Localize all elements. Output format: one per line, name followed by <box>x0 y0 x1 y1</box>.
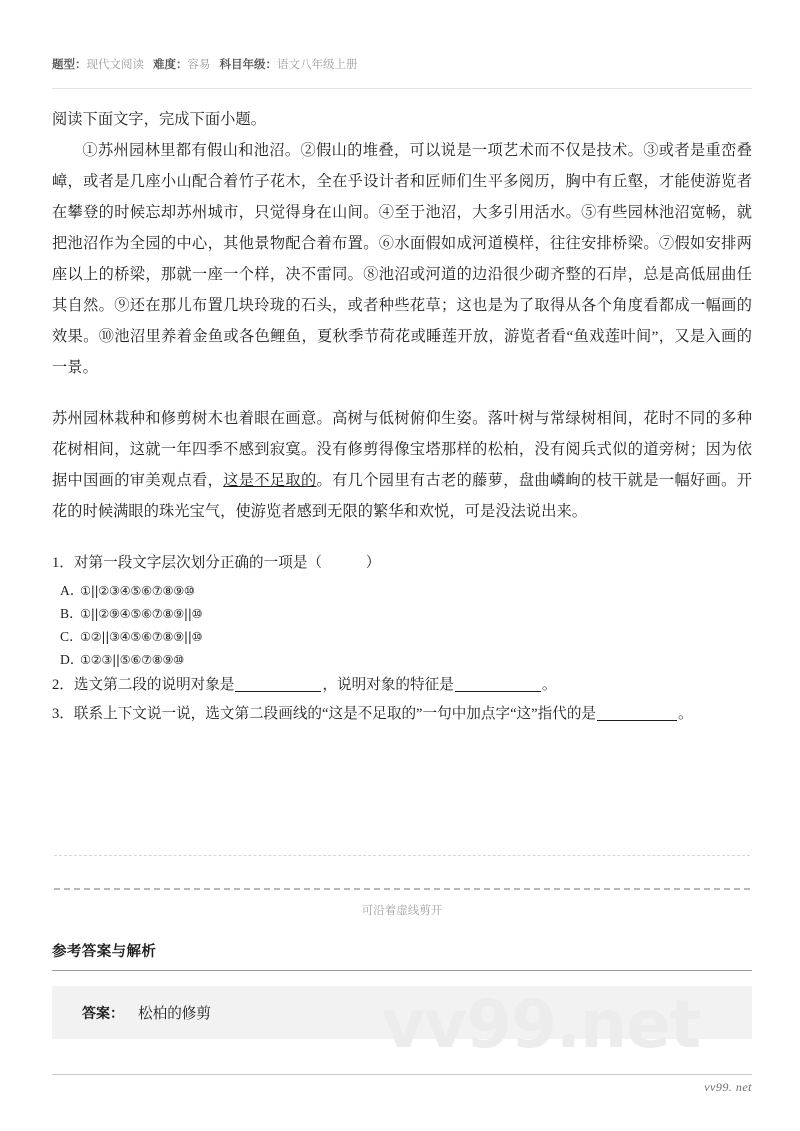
cut-line-label: 可沿着虚线剪开 <box>361 905 443 917</box>
option-b[interactable] <box>52 602 752 625</box>
option-c-content: ①②||③④⑤⑥⑦⑧⑨||⑩ <box>80 629 203 644</box>
reading-instruction: 阅读下面文字，完成下面小题。 <box>52 111 267 128</box>
option-d[interactable] <box>52 648 752 671</box>
question-2-number: 2． <box>52 677 74 693</box>
question-2 <box>52 671 752 700</box>
answers-section <box>52 940 752 1039</box>
question-2-blank-2[interactable] <box>455 691 541 692</box>
option-a-letter: A． <box>60 583 84 598</box>
question-2-part-3: 。 <box>541 677 557 693</box>
question-1 <box>52 549 752 578</box>
passage2-underlined-phrase: 这是不足取的 <box>223 472 317 489</box>
question-3-number: 3． <box>52 706 74 722</box>
question-2-part-2: ，说明对象的特征是 <box>322 677 454 693</box>
option-a[interactable] <box>52 579 752 602</box>
answers-divider <box>52 970 752 971</box>
option-d-letter: D． <box>60 652 84 667</box>
question-3-part-1: 联系上下文说一说，选文第二段画线的“这是不足取的”一句中加点字“这”指代的是 <box>73 706 597 722</box>
option-c-letter: C． <box>60 629 83 644</box>
dashed-line-dark <box>54 888 750 890</box>
main-content <box>52 104 752 729</box>
option-a-content: ①||②③④⑤⑥⑦⑧⑨⑩ <box>80 583 195 598</box>
question-1-options <box>52 579 752 671</box>
answer-row-box <box>52 986 752 1039</box>
question-3-blank-1[interactable] <box>597 720 677 721</box>
header-divider <box>52 88 752 89</box>
answer-value: 松柏的修剪 <box>138 1006 211 1022</box>
subject-grade-label: 科目年级： <box>219 59 277 71</box>
header-meta <box>52 57 752 73</box>
option-c[interactable] <box>52 625 752 648</box>
option-b-letter: B． <box>60 606 83 621</box>
passage2-part-a: 苏州园林栽种和修剪树木也着眼在画意。高树与低树俯仰生姿。落叶树与常绿树相间，花时不同的多种花树相间，这就一年四季不感到寂寞。没有修剪得像宝塔那样的松柏，没有阅兵式似的道旁树；因为依据中国画的审美观点看， <box>52 410 752 489</box>
answers-section-title: 参考答案与解析 <box>52 944 157 960</box>
question-2-part-1: 选文第二段的说明对象是 <box>73 677 235 693</box>
footer-site-label: vv99. net <box>704 1080 752 1094</box>
question-3 <box>52 700 752 729</box>
question-type-value: 现代文阅读 <box>86 59 144 71</box>
dashed-line-light <box>54 855 750 856</box>
option-b-content: ①||②⑨④⑤⑥⑦⑧⑨||⑩ <box>80 606 203 621</box>
difficulty-label: 难度： <box>153 59 188 71</box>
option-d-content: ①②③||⑤⑥⑦⑧⑨⑩ <box>80 652 184 667</box>
answer-label: 答案： <box>82 1005 124 1021</box>
question-1-text: 对第一段文字层次划分正确的一项是（ ） <box>73 555 381 571</box>
footer-divider <box>52 1074 752 1075</box>
question-2-blank-1[interactable] <box>235 691 321 692</box>
passage-paragraph-2 <box>52 403 752 527</box>
passage-paragraph-1: ①苏州园林里都有假山和池沼。②假山的堆叠，可以说是一项艺术而不仅是技术。③或者是重峦叠嶂，或者是几座小山配合着竹子花木，全在乎设计者和匠师们生平多阅历，胸中有丘壑，才能使游览者在攀登的时候忘却苏州城市，只觉得身在山间。④至于池沼，大多引用活水。⑤有些园林池沼宽畅，就把池沼作为全园的中心，其他景物配合着布置。⑥水面假如成河道模样，往往安排桥梁。⑦假如安排两座以上的桥梁，那就一座一个样，决不雷同。⑧池沼或河道的边沿很少砌齐整的石岸，总是高低屈曲任其自然。⑨还在那儿布置几块玲珑的石头，或者种些花草；这也是为了取得从各个角度看都成一幅画的效果。⑩池沼里养着金鱼或各色鲤鱼，夏秋季节荷花或睡莲开放，游览者看“鱼戏莲叶间”，又是入画的一景。 <box>52 142 752 376</box>
passage2-part-b: 。有几个园里有古老的藤萝，盘曲嶙峋的枝干就是一幅好画。开花的时候满眼的珠光宝气，使游览者感到无限的繁华和欢悦，可是没法说出来。 <box>52 472 752 520</box>
subject-grade-value: 语文八年级上册 <box>277 59 358 71</box>
question-1-number: 1． <box>52 555 74 571</box>
answer-entry <box>82 1002 211 1023</box>
difficulty-value: 容易 <box>187 59 211 71</box>
question-type-label: 题型： <box>52 59 87 71</box>
page-sheet <box>52 0 752 1131</box>
site-watermark: vv99.net <box>382 986 701 1063</box>
questions-block <box>52 549 752 729</box>
question-3-part-2: 。 <box>678 706 693 722</box>
